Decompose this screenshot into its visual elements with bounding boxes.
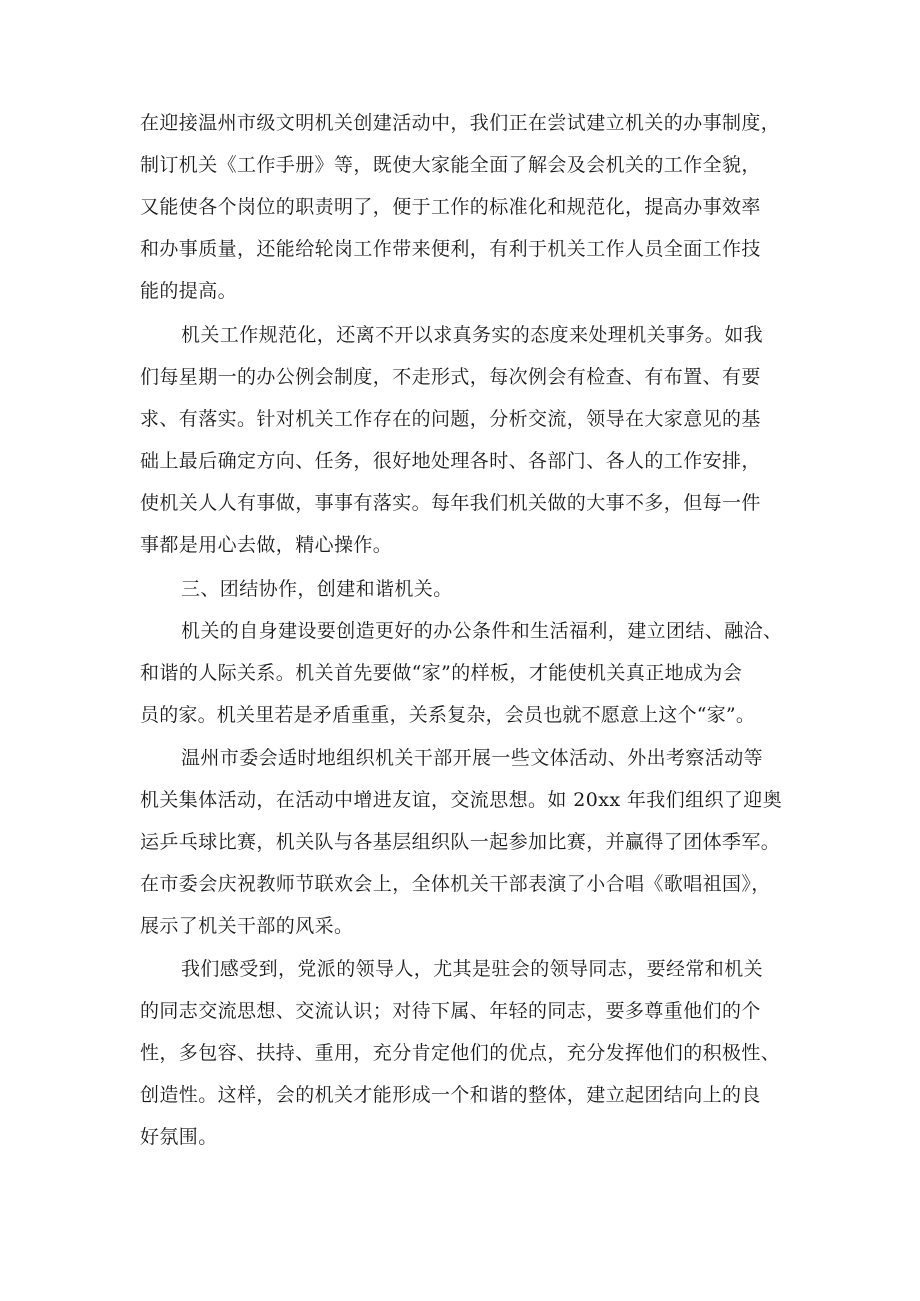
paragraph-1-line-1: 在迎接温州市级文明机关创建活动中，我们正在尝试建立机关的办事制度， [140, 112, 781, 134]
paragraph-5-line-3: 运乒乓球比赛，机关队与各基层组织队一起参加比赛，并赢得了团体季军。 [140, 831, 781, 853]
paragraph-4-line-2: 和谐的人际关系。机关首先要做“家”的样板，才能使机关真正地成为会 [140, 662, 743, 684]
paragraph-6-line-1: 我们感受到，党派的领导人，尤其是驻会的领导同志，要经常和机关 [181, 958, 764, 980]
paragraph-2-line-3: 求、有落实。针对机关工作存在的问题，分析交流，领导在大家意见的基 [140, 408, 761, 430]
paragraph-6-line-2: 的同志交流思想、交流认识；对待下属、年轻的同志，要多尊重他们的个 [140, 1000, 761, 1022]
paragraph-1-line-2: 制订机关《工作手册》等，既使大家能全面了解会及会机关的工作全貌， [140, 154, 761, 176]
paragraph-5-line-2: 机关集体活动，在活动中增进友谊，交流思想。如 20xx 年我们组织了迎奥 [140, 789, 783, 811]
paragraph-1-line-5: 能的提高。 [140, 280, 238, 302]
paragraph-5-line-5: 展示了机关干部的风采。 [140, 915, 354, 937]
paragraph-6-line-4: 创造性。这样，会的机关才能形成一个和谐的整体，建立起团结向上的良 [140, 1084, 761, 1106]
paragraph-2-line-2: 们每星期一的办公例会制度，不走形式，每次例会有检查、有布置、有要 [140, 366, 761, 388]
paragraph-6-line-3: 性，多包容、扶持、重用，充分肯定他们的优点，充分发挥他们的积极性、 [140, 1042, 781, 1064]
paragraph-1-line-3: 又能使各个岗位的职责明了，便于工作的标准化和规范化，提高办事效率 [140, 196, 761, 218]
paragraph-5-line-4: 在市委会庆祝教师节联欢会上，全体机关干部表演了小合唱《歌唱祖国》， [140, 873, 771, 895]
paragraph-4-line-3: 员的家。机关里若是矛盾重重，关系复杂，会员也就不愿意上这个“家”。 [140, 704, 756, 726]
paragraph-1-line-4: 和办事质量，还能给轮岗工作带来便利，有利于机关工作人员全面工作技 [140, 238, 761, 260]
section-heading: 三、团结协作，创建和谐机关。 [181, 578, 453, 600]
paragraph-2-line-6: 事都是用心去做，精心操作。 [140, 534, 393, 556]
paragraph-2-line-4: 础上最后确定方向、任务，很好地处理各时、各部门、各人的工作安排， [140, 450, 761, 472]
paragraph-2-line-5: 使机关人人有事做，事事有落实。每年我们机关做的大事不多，但每一件 [140, 492, 761, 514]
paragraph-2-line-1: 机关工作规范化，还离不开以求真务实的态度来处理机关事务。如我 [181, 324, 764, 346]
paragraph-6-line-5: 好氛围。 [140, 1126, 218, 1148]
paragraph-4-line-1: 机关的自身建设要创造更好的办公条件和生活福利，建立团结、融洽、 [181, 620, 783, 642]
paragraph-5-line-1: 温州市委会适时地组织机关干部开展一些文体活动、外出考察活动等 [181, 747, 764, 769]
